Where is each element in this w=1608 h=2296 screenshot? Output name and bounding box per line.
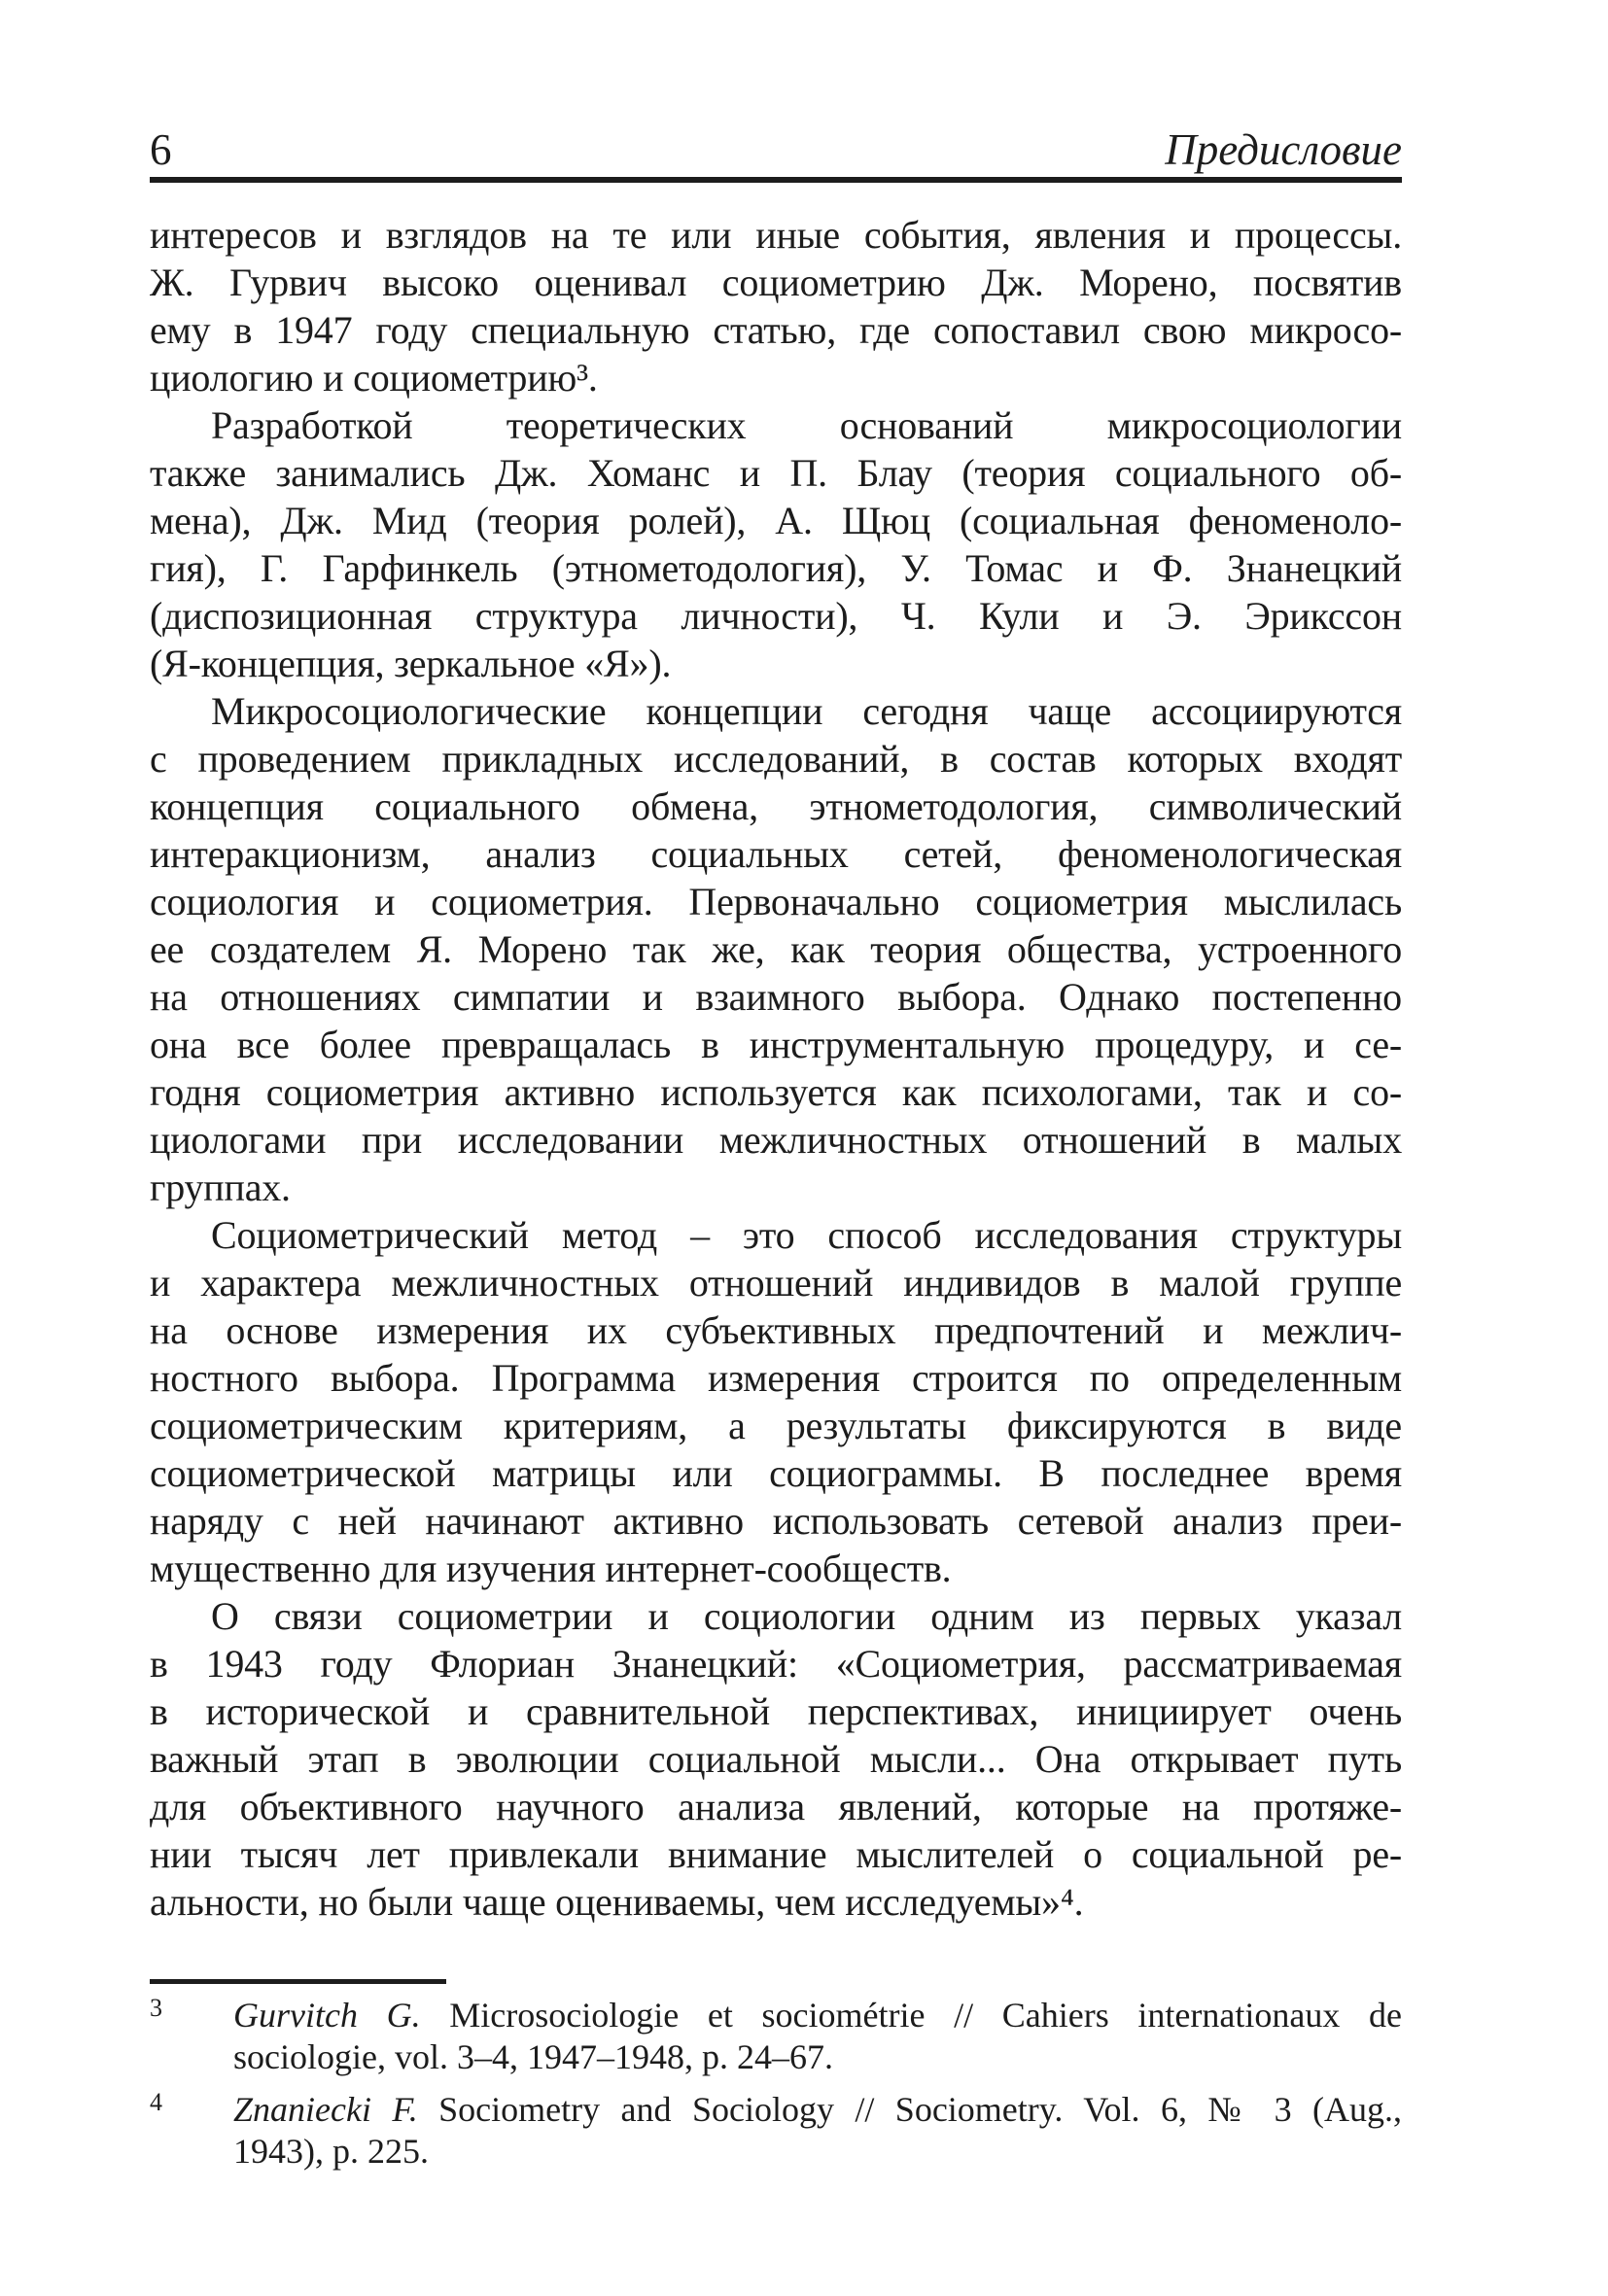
- body-text: [150, 211, 1402, 1926]
- footnotes: [150, 1995, 1402, 2183]
- text-line: наряду с ней начинают активно использовать сетевой анализ преи-: [150, 1499, 1402, 1543]
- text-line: О связи социометрии и социологии одним из первых указал: [211, 1594, 1402, 1638]
- footnote-line: 1943), p. 225.: [233, 2132, 429, 2171]
- text-line: интеракционизм, анализ социальных сетей, феноменологическая: [150, 832, 1402, 876]
- header-rule: [150, 177, 1402, 183]
- text-line: в 1943 году Флориан Знанецкий: «Социометрия, рассматриваемая: [150, 1642, 1402, 1686]
- text-line: в исторической и сравнительной перспективах, инициирует очень: [150, 1689, 1402, 1733]
- text-line: она все более превращалась в инструментальную процедуру, и се-: [150, 1023, 1402, 1066]
- text-line: важный этап в эволюции социальной мысли... Она открывает путь: [150, 1737, 1402, 1781]
- text-line: группах.: [150, 1165, 291, 1209]
- text-line: Социометрический метод – это способ исследования структуры: [211, 1213, 1402, 1257]
- text-line: (Я-концепция, зеркальное «Я»).: [150, 642, 672, 685]
- text-line: циологами при исследовании межличностных отношений в малых: [150, 1118, 1402, 1162]
- text-line: для объективного научного анализа явлений, которые на протяже-: [150, 1785, 1402, 1828]
- text-line: концепция социального обмена, этнометодология, символический: [150, 784, 1402, 828]
- paragraph: [150, 211, 1402, 401]
- text-line: циологию и социометрию³.: [150, 356, 598, 400]
- text-line: ему в 1947 году специальную статью, где сопоставил свою микросо-: [150, 308, 1402, 352]
- text-line: (диспозиционная структура личности), Ч. Кули и Э. Эрикссон: [150, 594, 1402, 638]
- footnote-separator: [150, 1979, 446, 1984]
- footnote: [150, 2089, 1402, 2173]
- text-line: Разработкой теоретических оснований микросоциологии: [211, 403, 1402, 447]
- text-line: с проведением прикладных исследований, в состав которых входят: [150, 737, 1402, 781]
- text-line: на основе измерения их субъективных предпочтений и межлич-: [150, 1308, 1402, 1352]
- footnote-line: Znaniecki F. Sociometry and Sociology // Sociometry. Vol. 6, № 3 (Aug.,: [233, 2090, 1402, 2129]
- footnote: [150, 1995, 1402, 2078]
- text-line: годня социометрия активно используется как психологами, так и со-: [150, 1070, 1402, 1114]
- footnote-author: Znaniecki F.: [233, 2090, 418, 2129]
- page-number: 6: [150, 125, 172, 174]
- text-line: Ж. Гурвич высоко оценивал социометрию Дж. Морено, посвятив: [150, 261, 1402, 304]
- text-line: ностного выбора. Программа измерения строится по определенным: [150, 1356, 1402, 1400]
- text-line: и характера межличностных отношений индивидов в малой группе: [150, 1261, 1402, 1305]
- text-line: альности, но были чаще оцениваемы, чем исследуемы»⁴.: [150, 1880, 1084, 1924]
- footnote-line: Gurvitch G. Microsociologie et sociométrie // Cahiers internationaux de: [233, 1996, 1402, 2035]
- text-line: гия), Г. Гарфинкель (этнометодология), У. Томас и Ф. Знанецкий: [150, 546, 1402, 590]
- text-line: мена), Дж. Мид (теория ролей), А. Щюц (социальная феноменоло-: [150, 499, 1402, 542]
- footnote-marker: 3: [150, 1994, 162, 2022]
- text-line: ее создателем Я. Морено так же, как теория общества, устроенного: [150, 927, 1402, 971]
- text-line: интересов и взглядов на те или иные события, явления и процессы.: [150, 213, 1402, 257]
- text-line: социометрическим критериям, а результаты фиксируются в виде: [150, 1404, 1402, 1447]
- footnote-author: Gurvitch G.: [233, 1996, 421, 2035]
- footnote-marker: 4: [150, 2088, 162, 2116]
- text-line: нии тысяч лет привлекали внимание мыслителей о социальной ре-: [150, 1832, 1402, 1876]
- paragraph: [150, 1211, 1402, 1592]
- text-line: мущественно для изучения интернет-сообществ.: [150, 1547, 952, 1590]
- text-line: социометрической матрицы или социограммы. В последнее время: [150, 1451, 1402, 1495]
- paragraph: [150, 401, 1402, 687]
- text-line: Микросоциологические концепции сегодня чаще ассоциируются: [211, 689, 1402, 733]
- running-title: Предисловие: [1165, 125, 1402, 174]
- text-line: также занимались Дж. Хоманс и П. Блау (теория социального об-: [150, 451, 1402, 495]
- paragraph: [150, 1592, 1402, 1926]
- running-header: [150, 124, 1402, 175]
- paragraph: [150, 687, 1402, 1211]
- footnote-line: sociologie, vol. 3–4, 1947–1948, p. 24–67.: [233, 2037, 833, 2076]
- text-line: социология и социометрия. Первоначально социометрия мыслилась: [150, 880, 1402, 923]
- text-line: на отношениях симпатии и взаимного выбора. Однако постепенно: [150, 975, 1402, 1019]
